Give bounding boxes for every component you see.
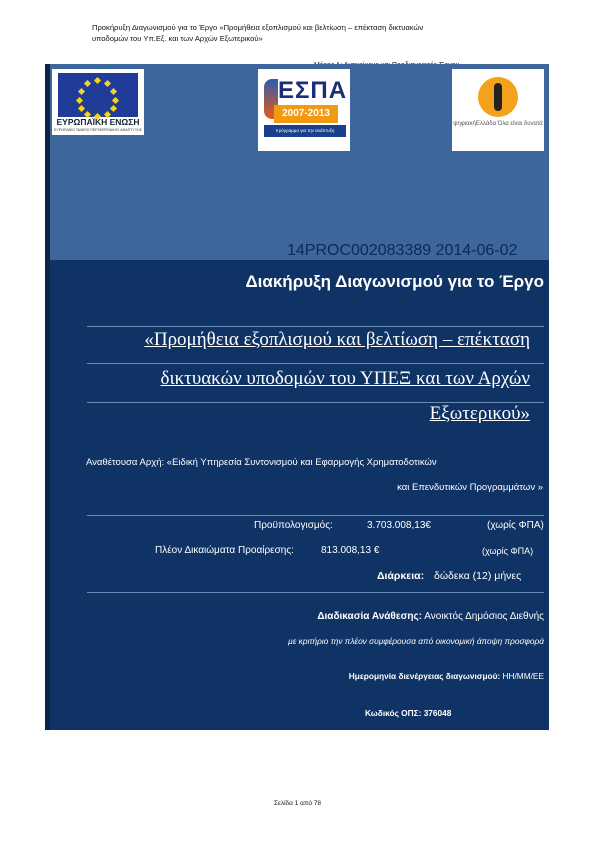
digital-greece-logo-text: ψηφιακήΕλλάδα Όλα είναι δυνατά — [453, 121, 543, 127]
running-header — [92, 22, 522, 44]
espa-logo — [258, 69, 350, 151]
eu-flag-icon — [58, 73, 138, 117]
running-header-line-1: Προκήρυξη Διαγωνισμού για το Έργο «Προμήθεια εξοπλισμού και βελτίωση – επέκταση δικτυακών — [92, 23, 424, 32]
running-header-line-2: υποδομών του Υπ.Εξ. και των Αρχών Εξωτερικού» — [92, 34, 263, 43]
eu-logo — [52, 69, 144, 135]
project-title-line-1: «Προμήθεια εξοπλισμού και βελτίωση – επέκταση — [144, 329, 530, 350]
project-title-line-2: δικτυακών υποδομών του ΥΠΕΞ και των Αρχών — [160, 368, 530, 389]
page-number: Σελίδα 1 από 78 — [273, 800, 322, 807]
eu-logo-sublabel: ΕΥΡΩΠΑΪΚΟ ΤΑΜΕΙΟ ΠΕΡΙΦΕΡΕΙΑΚΗΣ ΑΝΑΠΤΥΞΗΣ — [54, 128, 142, 132]
cover-left-edge — [45, 64, 50, 730]
procedure-label: Διαδικασία Ανάθεσης: — [317, 611, 423, 622]
duration-value: δώδεκα (12) μήνες — [434, 570, 522, 582]
cover-panel — [47, 64, 549, 730]
budget-label: Προϋπολογισμός: — [254, 520, 333, 531]
tender-date-line — [349, 671, 544, 681]
ops-code-label: Κωδικός ΟΠΣ: — [365, 708, 422, 718]
options-note: (χωρίς ΦΠΑ) — [482, 546, 534, 556]
budget-value: 3.703.008,13€ — [367, 520, 431, 531]
authority-value-line-2: και Επενδυτικών Προγραμμάτων » — [397, 482, 543, 493]
procedure-line — [317, 611, 544, 622]
digital-greece-figure-icon — [494, 83, 502, 111]
tender-date-label: Ημερομηνία διενέργειας διαγωνισμού: — [348, 671, 501, 681]
ops-code-value: 376048 — [423, 708, 452, 718]
divider — [87, 515, 544, 516]
divider — [87, 363, 544, 364]
document-code: 14PROC002083389 2014-06-02 — [287, 242, 518, 259]
espa-logo-years: 2007-2013 — [274, 105, 338, 123]
procedure-value: Ανοικτός Δημόσιος Διεθνής — [424, 611, 544, 622]
budget-note: (χωρίς ΦΠΑ) — [487, 520, 544, 531]
espa-logo-name: ΕΣΠΑ — [278, 77, 348, 104]
procedure-criterion: με κριτήριο την πλέον συμφέρουσα από οικονομική άποψη προσφορά — [288, 636, 544, 646]
authority-value: «Ειδική Υπηρεσία Συντονισμού και Εφαρμογής Χρηματοδοτικών — [166, 457, 437, 468]
duration-label: Διάρκεια: — [377, 570, 425, 582]
divider — [87, 326, 544, 327]
authority-label: Αναθέτουσα Αρχή: — [86, 457, 165, 468]
eu-logo-label: ΕΥΡΩΠΑΪΚΗ ΕΝΩΣΗ — [56, 117, 140, 127]
options-label: Πλέον Δικαιώματα Προαίρεσης: — [155, 545, 294, 556]
page-title: Διακήρυξη Διαγωνισμού για το Έργο — [245, 272, 544, 291]
project-title-line-3: Εξωτερικού» — [429, 403, 530, 424]
authority-line-1 — [86, 457, 437, 468]
espa-logo-slogan: πρόγραμμα για την ανάπτυξη — [264, 125, 346, 137]
divider — [87, 592, 544, 593]
digital-greece-logo — [452, 69, 544, 151]
tender-date-value: ΗΗ/ΜΜ/ΕΕ — [502, 671, 544, 681]
ops-code-line — [365, 708, 451, 718]
options-value: 813.008,13 € — [321, 545, 380, 556]
